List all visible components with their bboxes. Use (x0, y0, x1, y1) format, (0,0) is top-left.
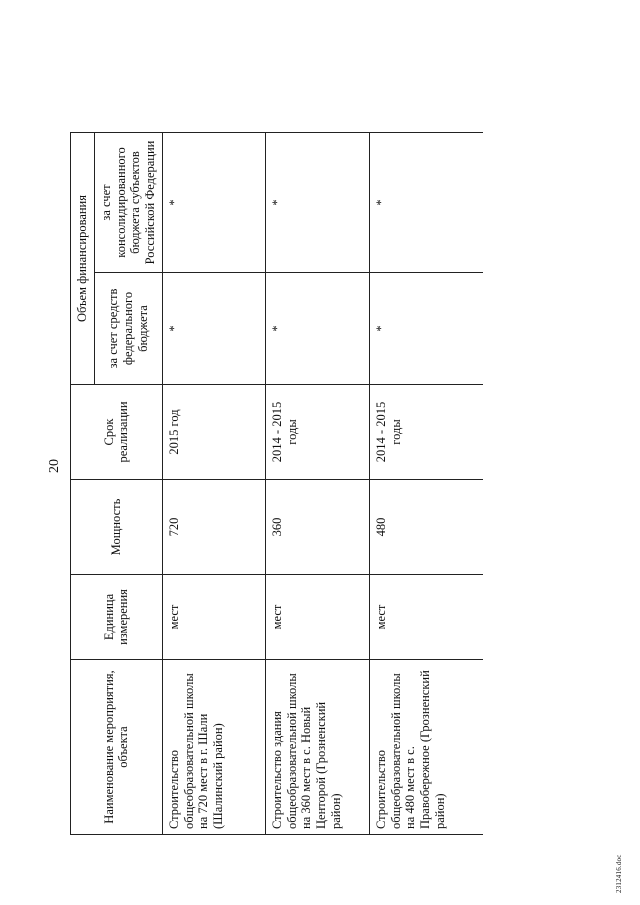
cell-capacity: 480 (369, 480, 483, 575)
cell-regional: * (369, 133, 483, 273)
cell-unit: мест (265, 575, 369, 660)
table-row (265, 133, 369, 835)
page-number: 20 (47, 459, 62, 473)
cell-unit: мест (162, 575, 265, 660)
cell-federal: * (369, 273, 483, 385)
header-regional: за счет консолидированного бюджета субъектов Российской Федерации (94, 133, 162, 273)
cell-period: 2014 - 2015 годы (369, 385, 483, 480)
table-row (369, 133, 483, 835)
cell-capacity: 360 (265, 480, 369, 575)
header-federal: за счет средств федерального бюджета (94, 273, 162, 385)
cell-unit: мест (369, 575, 483, 660)
header-period: Срок реализации (71, 385, 163, 480)
cell-period: 2015 год (162, 385, 265, 480)
cell-capacity: 720 (162, 480, 265, 575)
table-row (162, 133, 265, 835)
document-id: 2312416.doc (615, 854, 623, 893)
cell-regional: * (162, 133, 265, 273)
header-row-top (71, 133, 95, 835)
header-name: Наименование мероприятия, объекта (71, 660, 163, 835)
cell-federal: * (265, 273, 369, 385)
funding-table (70, 132, 483, 835)
header-funding-group: Объем финансирования (71, 133, 95, 385)
header-unit: Единица измерения (71, 575, 163, 660)
cell-period: 2014 - 2015 годы (265, 385, 369, 480)
cell-name: Строительство общеобразовательной школы на 480 мест в с. Правобережное (Грозненский район) (369, 660, 483, 835)
cell-name: Строительство здания общеобразовательной школы на 360 мест в с. Новый Центорой (Грозненский район) (265, 660, 369, 835)
cell-regional: * (265, 133, 369, 273)
cell-name: Строительство общеобразовательной школы на 720 мест в г. Шали (Шалинский район) (162, 660, 265, 835)
cell-federal: * (162, 273, 265, 385)
header-capacity: Мощность (71, 480, 163, 575)
